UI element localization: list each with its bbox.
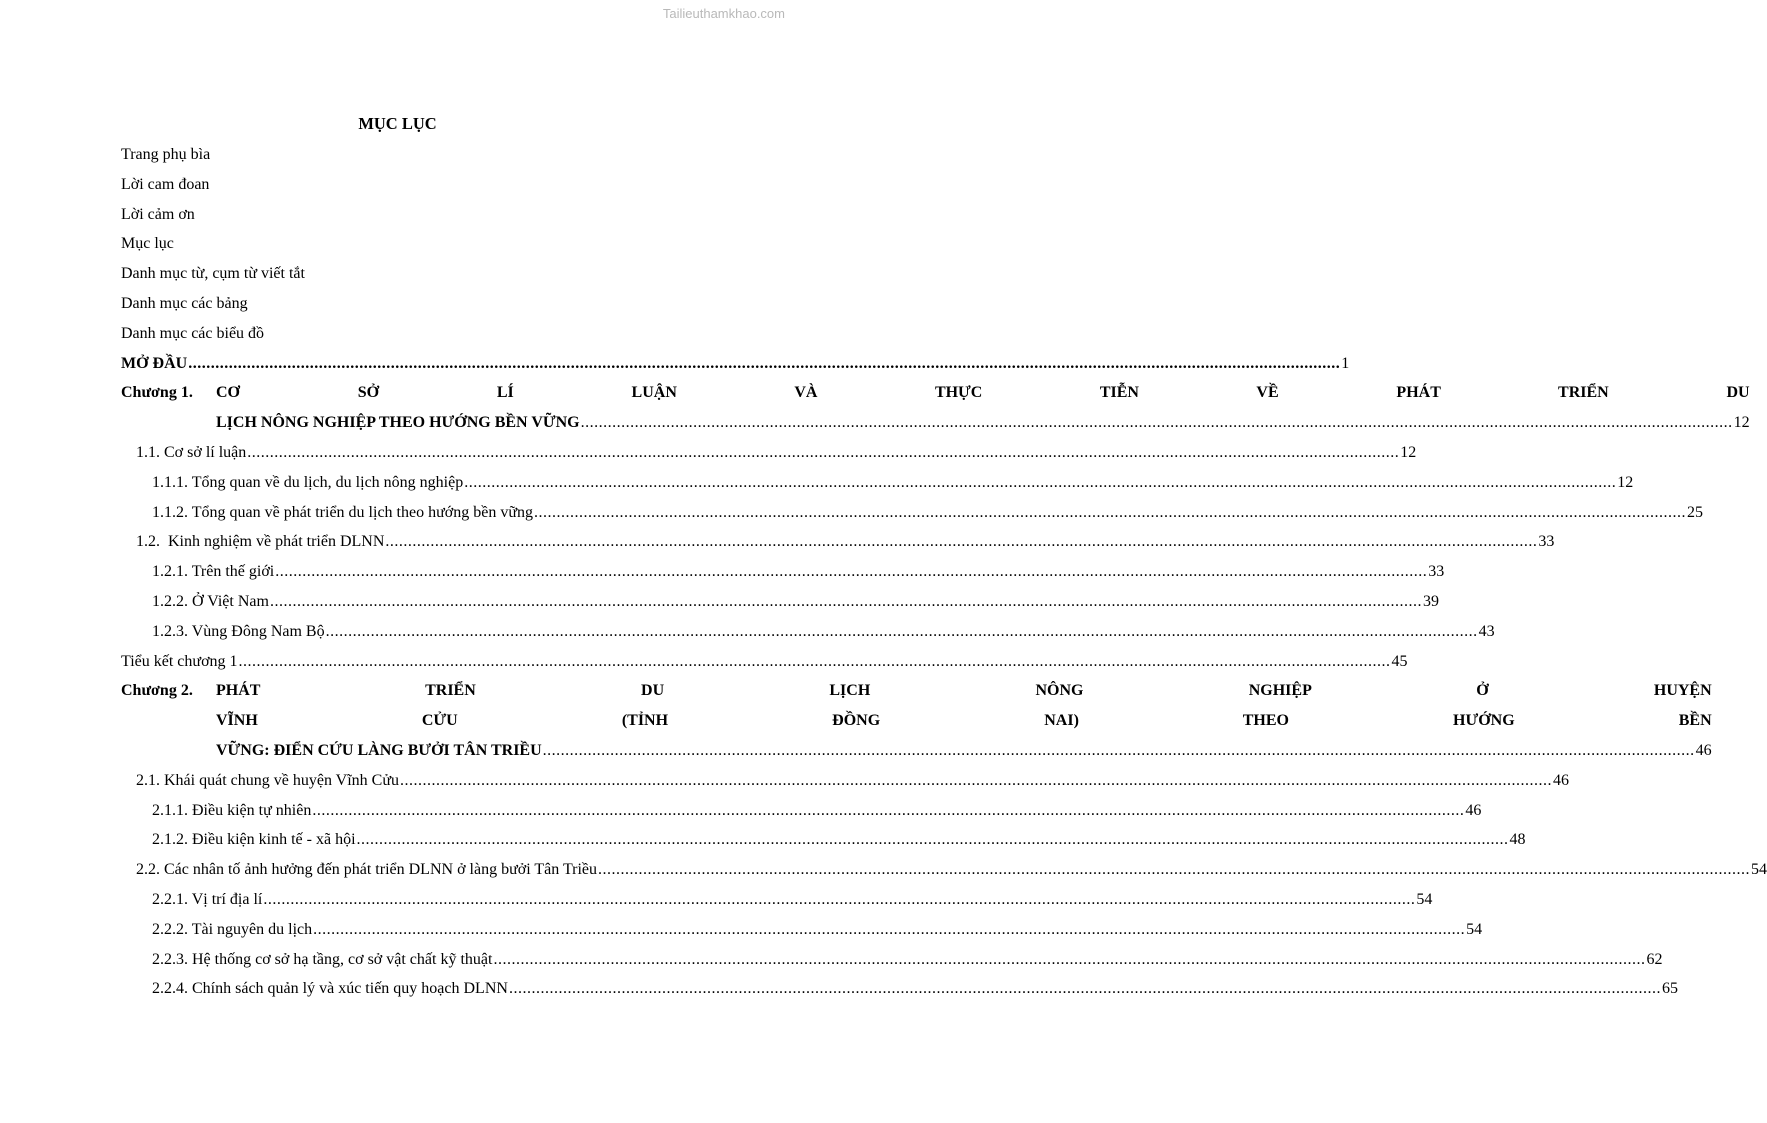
dot-leader (493, 945, 1645, 975)
dot-leader (270, 587, 1422, 617)
toc-page-number: 12 (1400, 443, 1417, 461)
chapter-title-line: VĨNH CỬU (TỈNH ĐỒNG NAI) THEO HƯỚNG BỀN (216, 712, 1712, 730)
dot-leader (581, 408, 1733, 438)
chapter-title-line: CƠ SỞ LÍ LUẬN VÀ THỰC TIỄN VỀ PHÁT TRIỂN DU (216, 384, 1750, 402)
dot-leader (534, 498, 1686, 528)
dot-leader (509, 974, 1661, 1004)
toc-page-number: 45 (1391, 652, 1408, 670)
toc-page-number: 33 (1538, 533, 1555, 551)
toc-entry-2-2-3 (121, 945, 1663, 975)
toc-entry-2-2-1 (121, 885, 1433, 915)
toc-entry-text: 1.1.2. Tổng quan về phát triển du lịch theo hướng bền vững (152, 503, 533, 521)
toc-entry-charts: Danh mục các biểu đồ (121, 324, 265, 342)
dot-leader (247, 438, 1399, 468)
toc-entry-abbreviations: Danh mục từ, cụm từ viết tắt (121, 265, 305, 283)
page-title: MỤC LỤC (358, 114, 437, 133)
toc-entry-text: Tiểu kết chương 1 (121, 652, 238, 670)
toc-entry-declaration: Lời cam đoan (121, 175, 210, 193)
toc-page-number: 12 (1733, 414, 1750, 432)
toc-page-number: 46 (1553, 771, 1570, 789)
toc-page-number: 46 (1465, 801, 1482, 819)
toc-page-number: 12 (1617, 473, 1634, 491)
toc-entry-1-2-1 (121, 557, 1445, 587)
toc-page-number: 54 (1751, 861, 1767, 879)
dot-leader (326, 617, 1478, 647)
toc-entry-text: 2.2.2. Tài nguyên du lịch (152, 920, 313, 938)
toc-page-number: 46 (1695, 741, 1712, 759)
toc-entry-text: 2.2. Các nhân tố ảnh hưởng đến phát triển DLNN ở làng bưởi Tân Triều (136, 861, 598, 879)
toc-entry-text: 2.1.1. Điều kiện tự nhiên (152, 801, 312, 819)
dot-leader (464, 468, 1616, 498)
toc-entry-text: 2.2.4. Chính sách quản lý và xúc tiến quy hoạch DLNN (152, 980, 508, 998)
dot-leader (263, 885, 1415, 915)
toc-entry-text: 1.2.1. Trên thế giới (152, 563, 275, 581)
toc-entry-text: MỞ ĐẦU (121, 354, 188, 372)
dot-leader (385, 527, 1537, 557)
dot-leader (275, 557, 1427, 587)
toc-entry-text: 1.1. Cơ sở lí luận (136, 443, 247, 461)
watermark: Tailieuthamkhao.com (662, 6, 785, 21)
toc-entry-2-2-2 (121, 915, 1483, 945)
table-of-contents (121, 140, 1767, 1004)
chapter-title-line: PHÁT TRIỂN DU LỊCH NÔNG NGHIỆP Ở HUYỆN (216, 682, 1712, 700)
toc-entry-text: 1.2.3. Vùng Đông Nam Bộ (152, 622, 325, 640)
dot-leader (313, 915, 1465, 945)
toc-entry-1-1-1 (121, 468, 1634, 498)
toc-entry-tables: Danh mục các bảng (121, 294, 248, 312)
toc-entry-text: 2.1. Khái quát chung về huyện Vĩnh Cửu (136, 771, 400, 789)
dot-leader (188, 349, 1340, 379)
toc-page-number: 39 (1422, 592, 1439, 610)
toc-entry-contents: Mục lục (121, 235, 174, 253)
toc-entry-1-1 (121, 438, 1417, 468)
chapter-label: Chương 1. (121, 384, 193, 402)
toc-entry-summary-1 (121, 647, 1408, 677)
toc-page-number: 33 (1428, 563, 1445, 581)
toc-entry-text: 1.2. Kinh nghiệm về phát triển DLNN (136, 533, 385, 551)
chapter-label: Chương 2. (121, 682, 193, 700)
toc-entry-text: 1.1.1. Tổng quan về du lịch, du lịch nông nghiệp (152, 473, 464, 491)
toc-entry-2-1 (121, 766, 1570, 796)
toc-entry-introduction (121, 349, 1350, 379)
toc-entry-acknowledgements: Lời cảm ơn (121, 205, 195, 223)
toc-page-number: 54 (1466, 920, 1483, 938)
toc-entry-2-1-2 (121, 825, 1526, 855)
toc-entry-1-1-2 (121, 498, 1703, 528)
toc-entry-2-2 (121, 855, 1767, 885)
toc-entry-text: 2.2.3. Hệ thống cơ sở hạ tầng, cơ sở vật chất kỹ thuật (152, 950, 493, 968)
toc-page-number: 25 (1687, 503, 1703, 521)
dot-leader (400, 766, 1552, 796)
dot-leader (543, 736, 1695, 766)
dot-leader (312, 796, 1464, 826)
chapter-title-line: LỊCH NÔNG NGHIỆP THEO HƯỚNG BỀN VỮNG (216, 414, 580, 432)
toc-page-number: 62 (1646, 950, 1663, 968)
toc-entry-text: 1.2.2. Ở Việt Nam (152, 592, 269, 610)
dot-leader (357, 825, 1509, 855)
toc-entry-1-2 (121, 527, 1555, 557)
toc-entry-text: 2.1.2. Điều kiện kinh tế - xã hội (152, 831, 356, 849)
dot-leader (239, 647, 1391, 677)
toc-page-number: 43 (1478, 622, 1495, 640)
toc-entry-1-2-3 (121, 617, 1495, 647)
dot-leader (598, 855, 1750, 885)
toc-chapter-1 (121, 378, 1750, 438)
toc-page-number: 65 (1661, 980, 1678, 998)
toc-entry-1-2-2 (121, 587, 1439, 617)
toc-page-number: 1 (1341, 354, 1350, 372)
toc-page-number: 54 (1416, 890, 1433, 908)
toc-entry-2-1-1 (121, 796, 1482, 826)
toc-page-number: 48 (1509, 831, 1526, 849)
toc-chapter-2 (121, 676, 1712, 765)
chapter-title-line: VỮNG: ĐIỂN CỨU LÀNG BƯỞI TÂN TRIỀU (216, 741, 542, 759)
toc-entry-cover: Trang phụ bìa (121, 146, 211, 163)
toc-entry-text: 2.2.1. Vị trí địa lí (152, 890, 263, 908)
toc-entry-2-2-4 (121, 974, 1678, 1004)
